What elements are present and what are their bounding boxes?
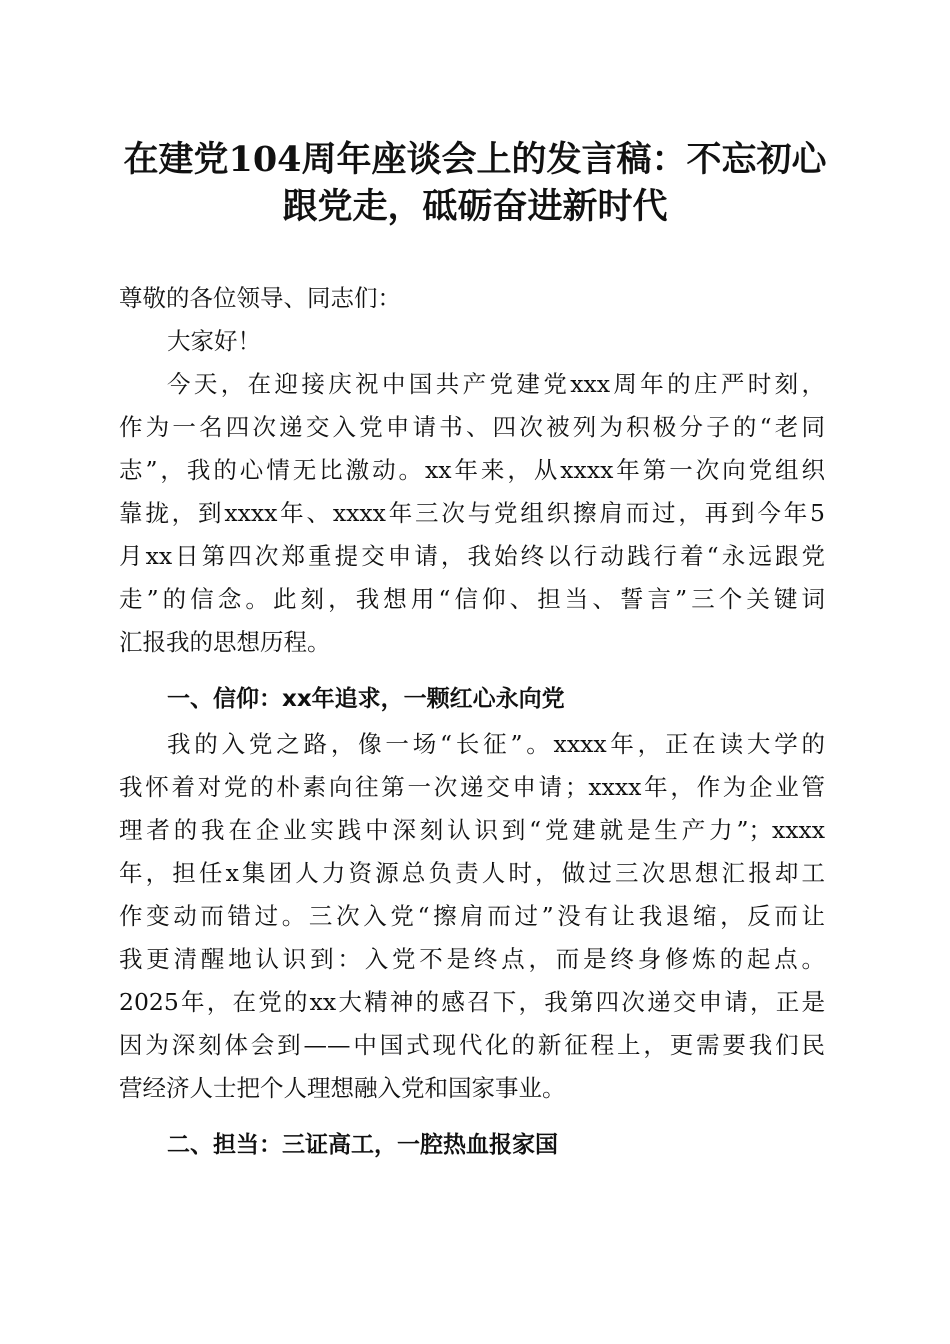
- document-title-line-1: 在建党104周年座谈会上的发言稿：不忘初心: [123, 139, 827, 180]
- section-heading-1: 一、信仰：xx年追求，一颗红心永向党: [167, 686, 565, 712]
- section1-line: 我的入党之路，像一场“长征”。xxxx年，正在读大学的: [167, 730, 825, 758]
- salutation: 尊敬的各位领导、同志们：: [119, 284, 401, 312]
- intro-line: 志”，我的心情无比激动。xx年来，从xxxx年第一次向党组织: [119, 456, 825, 484]
- greeting: 大家好！: [167, 327, 261, 355]
- section1-line: 因为深刻体会到——中国式现代化的新征程上，更需要我们民: [119, 1031, 825, 1059]
- intro-line: 走”的信念。此刻，我想用“信仰、担当、誓言”三个关键词: [119, 585, 825, 613]
- section1-line: 营经济人士把个人理想融入党和国家事业。: [119, 1074, 566, 1102]
- intro-line: 作为一名四次递交入党申请书、四次被列为积极分子的“老同: [119, 413, 825, 441]
- intro-line: 月xx日第四次郑重提交申请，我始终以行动践行着“永远跟党: [119, 542, 825, 570]
- section1-line: 年，担任x集团人力资源总负责人时，做过三次思想汇报却工: [119, 859, 825, 887]
- section1-line: 理者的我在企业实践中深刻认识到“党建就是生产力”；xxxx: [119, 816, 825, 844]
- document-title-line-2: 跟党走，砥砺奋进新时代: [282, 186, 668, 227]
- section1-line: 我怀着对党的朴素向往第一次递交申请；xxxx年，作为企业管: [119, 773, 825, 801]
- section1-line: 2025年，在党的xx大精神的感召下，我第四次递交申请，正是: [119, 988, 825, 1016]
- section-heading-2: 二、担当：三证高工，一腔热血报家国: [167, 1132, 558, 1158]
- intro-line: 汇报我的思想历程。: [119, 628, 331, 656]
- section1-line: 作变动而错过。三次入党“擦肩而过”没有让我退缩，反而让: [119, 902, 825, 930]
- intro-line: 靠拢，到xxxx年、xxxx年三次与党组织擦肩而过，再到今年5: [119, 499, 825, 527]
- section1-line: 我更清醒地认识到：入党不是终点，而是终身修炼的起点。: [119, 945, 825, 973]
- intro-line: 今天，在迎接庆祝中国共产党建党xxx周年的庄严时刻，: [167, 370, 825, 398]
